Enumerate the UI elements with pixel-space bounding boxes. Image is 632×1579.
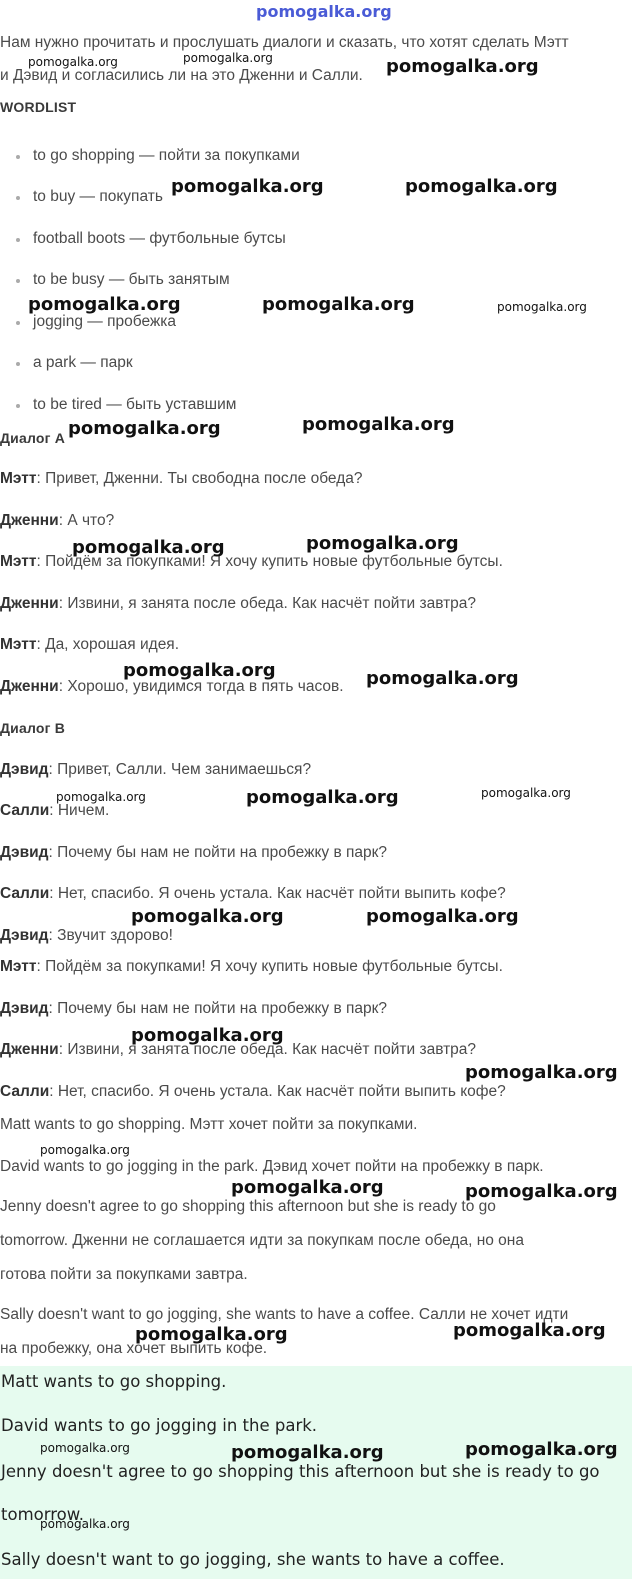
- dialogue-text: : Почему бы нам не пойти на пробежку в парк?: [48, 1000, 388, 1017]
- speaker-name: Дэвид: [0, 1000, 49, 1017]
- watermark-text: pomogalka.org: [40, 1143, 130, 1157]
- answer-panel: [0, 1366, 632, 1579]
- dialogue-text: : Пойдём за покупками! Я хочу купить новые футбольные бутсы.: [36, 958, 503, 975]
- dialogue-line: [0, 843, 387, 863]
- dialogue-line: [0, 760, 311, 780]
- speaker-name: Дженни: [0, 512, 59, 529]
- speaker-name: Дженни: [0, 1041, 59, 1058]
- watermark-text: pomogalka.org: [453, 1320, 606, 1341]
- explanation-line: Sally doesn't want to go jogging, she wants to have a coffee. Салли не хочет идти: [0, 1306, 569, 1323]
- answer-line: David wants to go jogging in the park.: [1, 1416, 318, 1435]
- answer-line: Sally doesn't want to go jogging, she wants to have a coffee.: [1, 1550, 505, 1569]
- dialogue-heading: Диалог В: [0, 720, 66, 736]
- watermark-text: pomogalka.org: [302, 414, 455, 435]
- watermark-text: pomogalka.org: [56, 790, 146, 804]
- watermark-text: pomogalka.org: [386, 56, 539, 77]
- watermark-text: pomogalka.org: [366, 668, 519, 689]
- explanation-line: готова пойти за покупками завтра.: [0, 1266, 248, 1283]
- wordlist-title: WORDLIST: [0, 99, 77, 115]
- dialogue-heading: Диалог А: [0, 430, 66, 446]
- list-item: [16, 270, 230, 290]
- list-item-text: football boots — футбольные бутсы: [33, 230, 286, 247]
- watermark-text: pomogalka.org: [231, 1442, 384, 1463]
- explanation-line: tomorrow. Дженни не соглашается идти за покупкам после обеда, но она: [0, 1232, 524, 1249]
- dialogue-text: : Хорошо, увидимся тогда в пять часов.: [58, 678, 344, 695]
- speaker-name: Салли: [0, 802, 50, 819]
- dialogue-text: : Привет, Салли. Чем занимаешься?: [48, 761, 312, 778]
- watermark-text: pomogalka.org: [123, 660, 276, 681]
- dialogue-text: : Нет, спасибо. Я очень устала. Как насчёт пойти выпить кофе?: [49, 1083, 506, 1100]
- watermark-text: pomogalka.org: [465, 1181, 618, 1202]
- dialogue-line: [0, 999, 387, 1019]
- list-item: [16, 187, 163, 207]
- watermark-text: pomogalka.org: [366, 906, 519, 927]
- intro-line-2: и Дэвид и согласились ли на это Дженни и Салли.: [0, 67, 363, 84]
- list-item-text: a park — парк: [33, 354, 133, 371]
- speaker-name: Дженни: [0, 595, 59, 612]
- list-item: [16, 353, 133, 373]
- dialogue-text: : Нет, спасибо. Я очень устала. Как насчёт пойти выпить кофе?: [49, 885, 506, 902]
- watermark-text: pomogalka.org: [131, 1025, 284, 1046]
- dialogue-text: : А что?: [58, 512, 115, 529]
- watermark-text: pomogalka.org: [28, 55, 118, 69]
- watermark-text: pomogalka.org: [246, 787, 399, 808]
- dialogue-line: [0, 801, 109, 821]
- dialogue-line: [0, 957, 503, 977]
- list-item-text: to buy — покупать: [33, 188, 163, 205]
- list-item-text: jogging — пробежка: [33, 313, 176, 330]
- watermark-text: pomogalka.org: [68, 418, 221, 439]
- list-item: [16, 395, 236, 415]
- dialogue-text: : Пойдём за покупками! Я хочу купить новые футбольные бутсы.: [36, 553, 503, 570]
- answer-line: Jenny doesn't agree to go shopping this afternoon but she is ready to go: [1, 1462, 600, 1481]
- watermark-text: pomogalka.org: [497, 300, 587, 314]
- intro-line-1: Нам нужно прочитать и прослушать диалоги и сказать, что хотят сделать Мэтт: [0, 34, 569, 51]
- speaker-name: Дэвид: [0, 761, 49, 778]
- watermark-text: pomogalka.org: [72, 537, 225, 558]
- dialogue-line: [0, 635, 179, 655]
- watermark-text: pomogalka.org: [135, 1324, 288, 1345]
- list-item-text: to be tired — быть уставшим: [33, 396, 237, 413]
- site-header-link[interactable]: pomogalka.org: [256, 2, 392, 21]
- speaker-name: Салли: [0, 1083, 50, 1100]
- explanation-line: на пробежку, она хочет выпить кофе.: [0, 1340, 268, 1357]
- speaker-name: Дэвид: [0, 844, 49, 861]
- speaker-name: Салли: [0, 885, 50, 902]
- dialogue-text: : Извини, я занята после обеда. Как насчёт пойти завтра?: [58, 595, 477, 612]
- dialogue-text: : Звучит здорово!: [48, 927, 173, 944]
- dialogue-line: [0, 926, 173, 946]
- watermark-text: pomogalka.org: [481, 786, 571, 800]
- dialogue-text: : Привет, Дженни. Ты свободна после обеда?: [36, 470, 363, 487]
- dialogue-text: : Извини, я занята после обеда. Как насчёт пойти завтра?: [58, 1041, 477, 1058]
- list-item: [16, 229, 286, 249]
- answer-line: Matt wants to go shopping.: [1, 1372, 227, 1391]
- list-item: [16, 312, 176, 332]
- explanation-line: David wants to go jogging in the park. Дэвид хочет пойти на пробежку в парк.: [0, 1158, 544, 1175]
- watermark-text: pomogalka.org: [465, 1062, 618, 1083]
- speaker-name: Дэвид: [0, 927, 49, 944]
- watermark-text: pomogalka.org: [306, 533, 459, 554]
- watermark-text: pomogalka.org: [183, 51, 273, 65]
- speaker-name: Дженни: [0, 678, 59, 695]
- watermark-text: pomogalka.org: [40, 1441, 130, 1455]
- speaker-name: Мэтт: [0, 636, 37, 653]
- dialogue-line: [0, 1082, 506, 1102]
- answer-line: tomorrow.: [1, 1505, 84, 1524]
- watermark-text: pomogalka.org: [465, 1439, 618, 1460]
- speaker-name: Мэтт: [0, 470, 37, 487]
- dialogue-line: [0, 469, 363, 489]
- list-item: [16, 146, 300, 166]
- dialogue-text: : Да, хорошая идея.: [36, 636, 180, 653]
- explanation-line: Matt wants to go shopping. Мэтт хочет пойти за покупками.: [0, 1116, 418, 1133]
- watermark-text: pomogalka.org: [171, 176, 324, 197]
- list-item-text: to go shopping — пойти за покупками: [33, 147, 300, 164]
- speaker-name: Мэтт: [0, 958, 37, 975]
- dialogue-line: [0, 511, 114, 531]
- watermark-text: pomogalka.org: [28, 294, 181, 315]
- list-item-text: to be busy — быть занятым: [33, 271, 230, 288]
- watermark-text: pomogalka.org: [262, 294, 415, 315]
- dialogue-text: : Ничем.: [49, 802, 110, 819]
- watermark-text: pomogalka.org: [231, 1177, 384, 1198]
- explanation-line: Jenny doesn't agree to go shopping this afternoon but she is ready to go: [0, 1198, 496, 1215]
- speaker-name: Мэтт: [0, 553, 37, 570]
- dialogue-line: [0, 884, 506, 904]
- watermark-text: pomogalka.org: [40, 1517, 130, 1531]
- dialogue-text: : Почему бы нам не пойти на пробежку в парк?: [48, 844, 388, 861]
- watermark-text: pomogalka.org: [405, 176, 558, 197]
- watermark-text: pomogalka.org: [131, 906, 284, 927]
- dialogue-line: [0, 594, 476, 614]
